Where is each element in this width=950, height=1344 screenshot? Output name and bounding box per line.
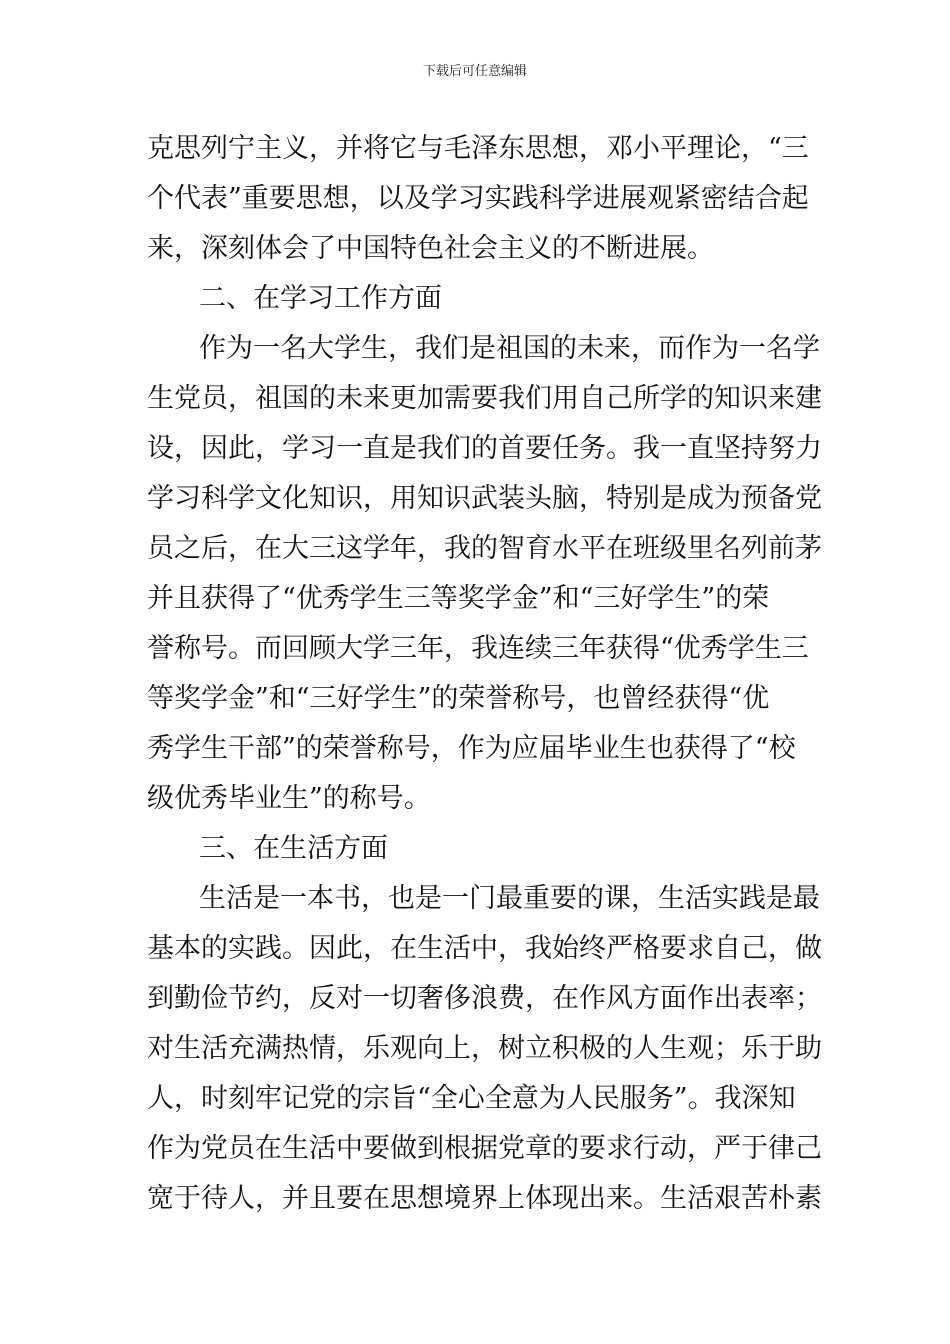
section-heading-life: 三、在生活方面	[199, 833, 388, 864]
text-line: 员之后，在大三这学年，我的智育水平在班级里名列前茅	[147, 533, 822, 564]
text-line: 等奖学金”和“三好学生”的荣誉称号，也曾经获得“优	[147, 683, 770, 714]
text-line: 来，深刻体会了中国特色社会主义的不断进展。	[147, 233, 714, 264]
text-line: 秀学生干部”的荣誉称号，作为应届毕业生也获得了“校	[147, 733, 796, 764]
text-line: 作为一名大学生，我们是祖国的未来，而作为一名学	[199, 333, 820, 364]
text-line: 宽于待人，并且要在思想境界上体现出来。生活艰苦朴素	[147, 1183, 822, 1214]
text-line: 基本的实践。因此，在生活中，我始终严格要求自己，做	[147, 933, 822, 964]
text-line: 学习科学文化知识，用知识武装头脑，特别是成为预备党	[147, 483, 822, 514]
page-header: 下载后可任意编辑	[422, 64, 527, 79]
text-line: 人，时刻牢记党的宗旨“全心全意为人民服务”。我深知	[147, 1083, 796, 1114]
text-line: 誉称号。而回顾大学三年，我连续三年获得“优秀学生三	[147, 633, 809, 664]
text-line: 设，因此，学习一直是我们的首要任务。我一直坚持努力	[147, 433, 822, 464]
text-line: 作为党员在生活中要做到根据党章的要求行动，严于律己	[147, 1133, 822, 1164]
text-line: 并且获得了“优秀学生三等奖学金”和“三好学生”的荣	[147, 583, 770, 614]
section-heading-study-work: 二、在学习工作方面	[199, 283, 442, 314]
text-line: 级优秀毕业生”的称号。	[147, 783, 431, 814]
text-line: 到勤俭节约，反对一切奢侈浪费，在作风方面作出表率；	[147, 983, 822, 1014]
text-line: 生活是一本书，也是一门最重要的课，生活实践是最	[199, 883, 820, 914]
text-line: 对生活充满热情，乐观向上，树立积极的人生观；乐于助	[147, 1033, 822, 1064]
text-line: 个代表”重要思想，以及学习实践科学进展观紧密结合起	[147, 183, 809, 214]
text-line: 克思列宁主义，并将它与毛泽东思想，邓小平理论，“三	[147, 133, 809, 164]
text-line: 生党员，祖国的未来更加需要我们用自己所学的知识来建	[147, 383, 822, 414]
document-body	[147, 124, 822, 1224]
